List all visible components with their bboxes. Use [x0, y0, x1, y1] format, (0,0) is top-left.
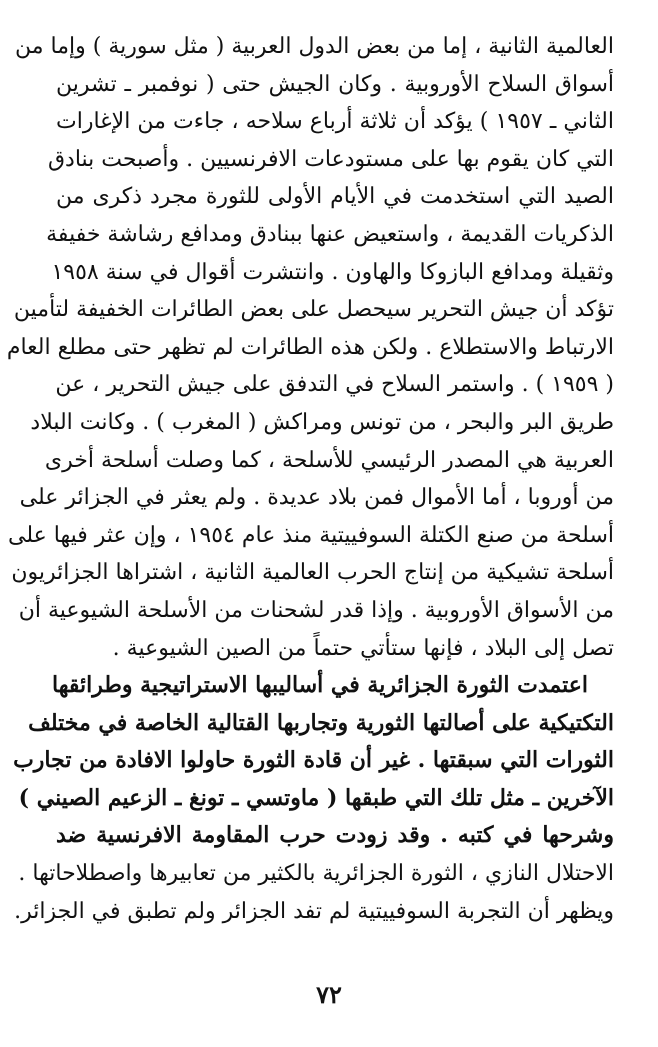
paragraph-2 — [13, 667, 614, 893]
text-line: الثاني ـ ١٩٥٧ ) يؤكد أن ثلاثة أرباع سلاحه ، جاءت من الإغارات — [56, 109, 614, 135]
text-line: التكتيكية على أصالتها الثورية وتجاربها القتالية الخاصة في مختلف — [28, 709, 614, 736]
text-line: وثقيلة ومدافع البازوكا والهاون . وانتشرت أقوال في سنة ١٩٥٨ — [51, 259, 614, 285]
text-line: ( ١٩٥٩ ) . واستمر السلاح في التدفق على جيش التحرير ، عن — [55, 372, 614, 398]
text-line: من أوروبا ، أما الأموال فمن بلاد عديدة . ولم يعثر في الجزائر على — [19, 485, 614, 511]
text-line: الارتباط والاستطلاع . ولكن هذه الطائرات لم تظهر حتى مطلع العام — [6, 334, 614, 360]
text-line: الاحتلال النازي ، الثورة الجزائرية بالكثير من تعابيرها واصطلاحاتها . — [18, 861, 614, 887]
text-line: العربية هي المصدر الرئيسي للأسلحة ، كما وصلت أسلحة أخرى — [44, 447, 614, 473]
text-line: التي كان يقوم بها على مستودعات الافرنسيين . وأصبحت بنادق — [47, 146, 614, 172]
text-line: طريق البر والبحر ، من تونس ومراكش ( المغرب ) . وكانت البلاد — [30, 409, 614, 435]
body-text — [6, 28, 614, 930]
text-line: العالمية الثانية ، إما من بعض الدول العربية ( مثل سورية ) وإما من — [15, 34, 614, 59]
text-line: أسواق السلاح الأوروبية . وكان الجيش حتى ( نوفمبر ـ تشرين — [56, 71, 614, 97]
text-line: أسلحة تشيكية من إنتاج الحرب العالمية الثانية ، اشتراها الجزائريون — [11, 560, 614, 586]
text-line: الذكريات القديمة ، واستعيض عنها ببنادق ومدافع رشاشة خفيفة — [46, 221, 614, 247]
paragraph-1 — [6, 28, 614, 667]
text-line: أسلحة من صنع الكتلة السوفييتية منذ عام ١٩٥٤ ، وإن عثر فيها على — [8, 522, 614, 548]
text-line: اعتمدت الثورة الجزائرية في أساليبها الاستراتيجية وطرائقها — [51, 672, 588, 699]
text-line: وشرحها في كتبه . وقد زودت حرب المقاومة الافرنسية ضد — [56, 822, 614, 849]
text-line: تصل إلى البلاد ، فإنها ستأتي حتماً من الصين الشيوعية . — [112, 635, 614, 661]
text-line: تؤكد أن جيش التحرير سيحصل على بعض الطائرات الخفيفة لتأمين — [13, 297, 614, 323]
text-line: الثورات التي سبقتها . غير أن قادة الثورة حاولوا الافادة من تجارب — [13, 747, 614, 774]
paragraph-3 — [14, 893, 614, 931]
text-line: الصيد التي استخدمت في الأيام الأولى للثورة مجرد ذكرى من — [56, 184, 614, 210]
page-number: ٧٢ — [316, 980, 342, 1009]
text-line: الآخرين ـ مثل تلك التي طبقها ( ماوتسي ـ تونغ ـ الزعيم الصيني ) — [18, 784, 614, 811]
text-line: من الأسواق الأوروبية . وإذا قدر لشحنات من الأسلحة الشيوعية أن — [18, 597, 614, 623]
text-line: ويظهر أن التجربة السوفييتية لم تفد الجزائر ولم تطبق في الجزائر. — [14, 898, 614, 924]
